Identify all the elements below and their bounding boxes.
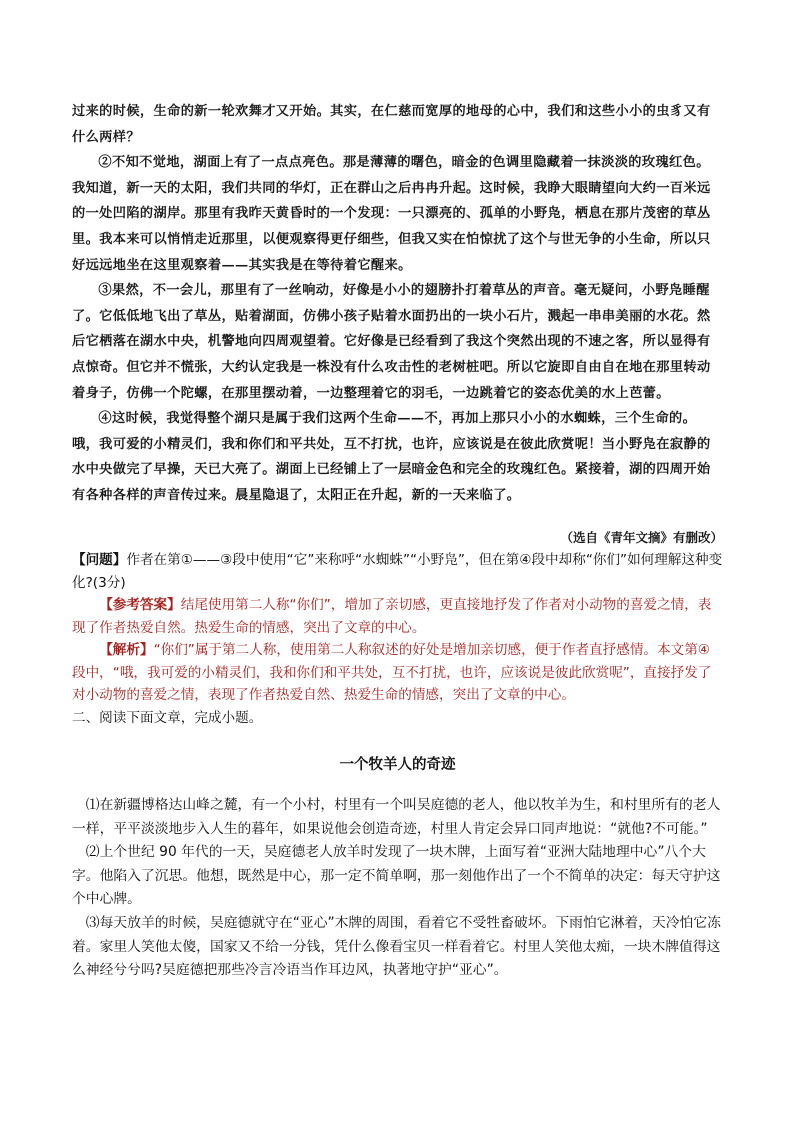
section2-paragraph-1: ⑴在新疆博格达山峰之麓，有一个小村，村里有一个叫吴庭德的老人，他以牧羊为生，和村里所有的老人一样，平平淡淡地步入人生的暮年，如果说他会创造奇迹，村里人肯定会异口同声地说：“就他?不可能。” (72, 797, 721, 837)
analysis-label: 【解析】 (99, 642, 154, 658)
question (72, 549, 723, 594)
answer-label: 【参考答案】 (99, 597, 181, 613)
passage1-paragraph-4: ④这时候，我觉得整个湖只是属于我们这两个生命——不，再加上那只小小的水蜘蛛，三个生命的。哦，我可爱的小精灵们，我和你们和平共处，互不打扰，也许，应该说是在彼此欣赏呢！当小野凫在寂静的水中央做完了早操，天已大亮了。湖面上已经铺上了一层暗金色和完全的玫瑰红色。紧接着，湖的四周开始有各种各样的声音传过来。晨星隐退了，太阳正在升起，新的一天来临了。 (72, 411, 711, 503)
section2-paragraph-2: ⑵上个世纪 90 年代的一天，吴庭德老人放羊时发现了一块木牌，上面写着“亚洲大陆地理中心”八个大字。他陷入了沉思。他想，既然是中心，那一定不简单啊，那一刻他作出了一个不简单的决定：每天守护这个中心牌。 (72, 844, 721, 908)
question-label: 【问题】 (72, 552, 127, 568)
passage1 (72, 99, 723, 509)
question-text: 作者在第①——③段中使用“它”来称呼“水蜘蛛”“小野凫”，但在第④段中却称“你们”如何理解这种变化?(3分) (72, 552, 723, 591)
passage1-paragraph-3: ③果然，不一会儿，那里有了一丝响动，好像是小小的翅膀扑打着草丛的声音。毫无疑问，小野凫睡醒了。它低低地飞出了草丛，贴着湖面，仿佛小孩子贴着水面扔出的一块小石片，溅起一串串美丽的水花。然后它栖落在湖水中央，机警地向四周观望着。它好像是已经看到了我这个突然出现的不速之客，所以显得有点惊奇。但它并不慌张，大约认定我是一株没有什么攻击性的老树桩吧。所以它旋即自由自在地在那里转动着身子，仿佛一个陀螺，在那里摆动着，一边整理着它的羽毛，一边跳着它的姿态优美的水上芭蕾。 (72, 283, 711, 401)
analysis (72, 639, 723, 707)
passage1-paragraph-1: 过来的时候，生命的新一轮欢舞才又开始。其实，在仁慈而宽厚的地母的心中，我们和这些小小的虫豸又有什么两样？ (72, 104, 711, 145)
section2-heading: 二、阅读下面文章，完成小题。 (72, 709, 263, 726)
passage1-paragraph-2: ②不知不觉地，湖面上有了一点点亮色。那是薄薄的曙色，暗金的色调里隐藏着一抹淡淡的玫瑰红色。我知道，新一天的太阳，我们共同的华灯，正在群山之后冉冉升起。这时候，我睁大眼睛望向大约一百米远的一处凹陷的湖岸。那里有我昨天黄昏时的一个发现：一只漂亮的、孤单的小野凫，栖息在那片茂密的草丛里。我本来可以悄悄走近那里，以便观察得更仔细些，但我又实在怕惊扰了这个与世无争的小生命，所以只好远远地坐在这里观察着——其实我是在等待着它醒来。 (72, 155, 711, 273)
answer-text: 结尾使用第二人称“你们”，增加了亲切感，更直接地抒发了作者对小动物的喜爱之情，表现了作者热爱自然。热爱生命的情感，突出了文章的中心。 (72, 597, 712, 636)
section2-body (72, 794, 723, 983)
section2-title: 一个牧羊人的奇迹 (339, 757, 456, 773)
passage1-source: （选自《青年文摘》有删改） (560, 530, 723, 545)
analysis-text: “你们”属于第二人称，使用第二人称叙述的好处是增加亲切感，便于作者直抒感情。本文第④段中，“哦，我可爱的小精灵们，我和你们和平共处，互不打扰，也许，应该说是彼此欣赏呢”，直接抒发了对小动物的喜爱之情，表现了作者热爱自然、热爱生命的情感，突出了文章的中心。 (72, 642, 712, 703)
answer (72, 594, 723, 639)
qa-section (72, 549, 723, 729)
section2-paragraph-3: ⑶每天放羊的时候，吴庭德就守在“亚心”木牌的周围，看着它不受牲畜破坏。下雨怕它淋着，天冷怕它冻着。家里人笑他太傻，国家又不给一分钱，凭什么像看宝贝一样看着它。村里人笑他太痴，一块木牌值得这么神经兮兮吗?吴庭德把那些冷言冷语当作耳边风，执著地守护“亚心”。 (72, 914, 721, 979)
